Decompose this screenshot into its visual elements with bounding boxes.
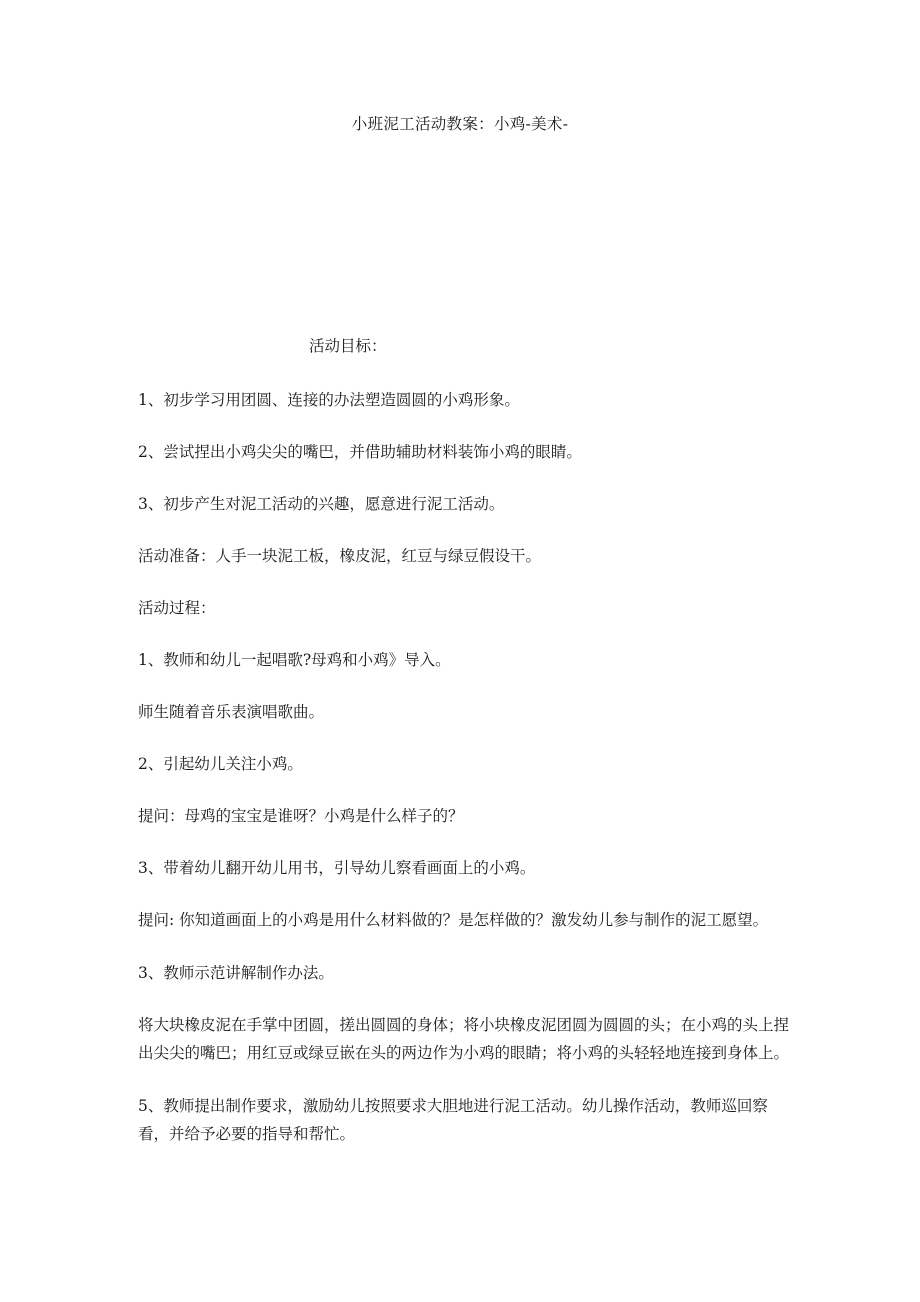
paragraph-step-5: 5、教师提出制作要求，激励幼儿按照要求大胆地进行泥工活动。幼儿操作活动，教师巡回察看，并给予必要的指导和帮忙。	[138, 1096, 768, 1143]
document-title: 小班泥工活动教案：小鸡-美术-	[351, 115, 569, 133]
paragraph-step-4: 3、教师示范讲解制作办法。	[138, 963, 334, 982]
paragraph-step-3: 3、带着幼儿翻开幼儿用书，引导幼儿察看画面上的小鸡。	[138, 859, 536, 877]
paragraph-step-1: 1、教师和幼儿一起唱歌?母鸡和小鸡》导入。	[138, 651, 451, 669]
paragraph-preparation: 活动准备：人手一块泥工板，橡皮泥，红豆与绿豆假设干。	[138, 547, 542, 565]
paragraph-goal-2: 2、尝试捏出小鸡尖尖的嘴巴，并借助辅助材料装饰小鸡的眼睛。	[138, 443, 582, 461]
paragraph-step-3-question: 提问: 你知道画面上的小鸡是用什么材料做的？是怎样做的？激发幼儿参与制作的泥工愿望。	[138, 911, 769, 929]
paragraph-goal-3: 3、初步产生对泥工活动的兴趣，愿意进行泥工活动。	[138, 495, 505, 513]
paragraph-step-2-question: 提问：母鸡的宝宝是谁呀？小鸡是什么样子的？	[138, 807, 464, 825]
paragraph-process-heading: 活动过程：	[138, 599, 216, 617]
paragraph-goal-1: 1、初步学习用团圆、连接的办法塑造圆圆的小鸡形象。	[138, 391, 520, 409]
paragraph-step-1-detail: 师生随着音乐表演唱歌曲。	[138, 703, 325, 721]
paragraph-step-4-detail: 将大块橡皮泥在手掌中团圆，搓出圆圆的身体；将小块橡皮泥团圆为圆圆的头；在小鸡的头上捏出尖尖的嘴巴；用红豆或绿豆嵌在头的两边作为小鸡的眼睛；将小鸡的头轻轻地连接到身体上。	[138, 1015, 790, 1062]
section-heading-activity-goals: 活动目标：	[309, 337, 387, 355]
paragraph-step-2: 2、引起幼儿关注小鸡。	[138, 755, 303, 773]
document-body	[138, 386, 798, 1173]
